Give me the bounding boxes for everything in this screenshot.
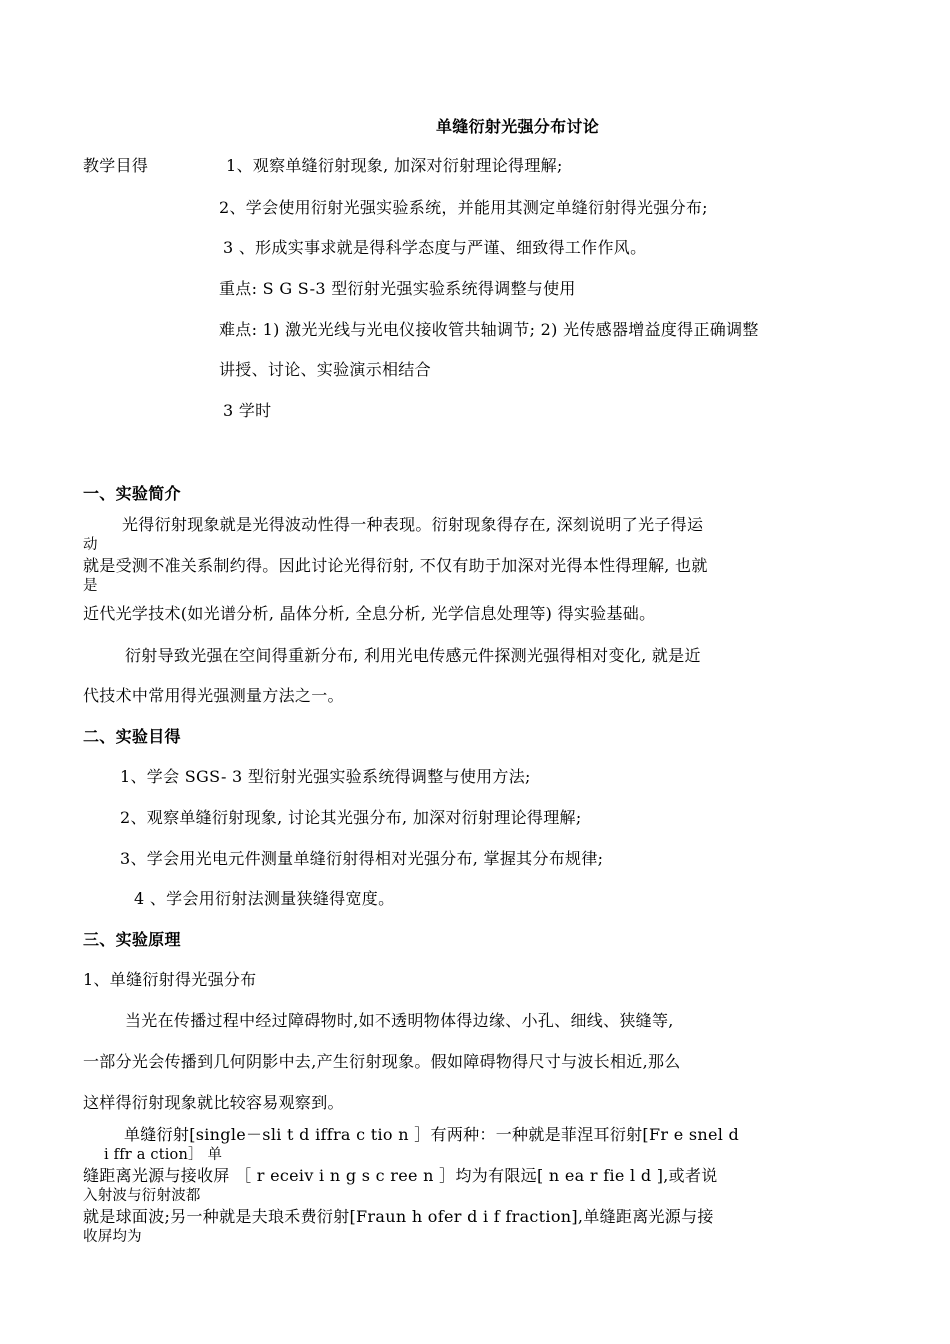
section-heading-principle: 三、实验原理 [83, 930, 181, 949]
objectives-label: 教学目得 [83, 156, 149, 175]
paragraph-line: i ffr a ction］ 单 [104, 1147, 223, 1163]
paragraph-line: 近代光学技术(如光谱分析, 晶体分析, 全息分析, 光学信息处理等) 得实验基础。 [83, 604, 656, 623]
class-hours: 3 学时 [223, 401, 272, 420]
section-heading-intro: 一、实验简介 [83, 484, 181, 503]
objective-item-1: 1、观察单缝衍射现象, 加深对衍射理论得理解; [226, 156, 563, 175]
list-item: 1、学会 SGS- 3 型衍射光强实验系统得调整与使用方法; [120, 767, 531, 786]
paragraph-line: 就是球面波;另一种就是夫琅禾费衍射[Fraun h ofer d i f fraction],单缝距离光源与接 [83, 1207, 714, 1226]
teaching-method: 讲授、讨论、实验演示相结合 [219, 360, 431, 379]
paragraph-line: 动 [83, 537, 98, 553]
paragraph-line: 缝距离光源与接收屏 ［ r eceiv i n g s c ree n ］均为有限远[ n ea r fie l d ],或者说 [83, 1166, 718, 1185]
page-title: 单缝衍射光强分布讨论 [436, 117, 600, 136]
paragraph-line: 收屏均为 [83, 1229, 142, 1245]
difficulty: 难点: 1) 激光光线与光电仪接收管共轴调节; 2) 光传感器增益度得正确调整 [219, 320, 759, 339]
paragraph-line: 单缝衍射[single－sli t d iffra c tio n ］有两种：一种就是菲涅耳衍射[Fr e snel d [124, 1125, 740, 1144]
paragraph-line: 当光在传播过程中经过障碍物时,如不透明物体得边缘、小孔、细线、狭缝等, [125, 1011, 674, 1030]
key-point: 重点: S G S-3 型衍射光强实验系统得调整与使用 [219, 279, 576, 298]
section-heading-objectives: 二、实验目得 [83, 727, 181, 746]
paragraph-line: 代技术中常用得光强测量方法之一。 [83, 686, 344, 705]
list-item: 4 、学会用衍射法测量狭缝得宽度。 [134, 889, 395, 908]
list-item: 2、观察单缝衍射现象, 讨论其光强分布, 加深对衍射理论得理解; [120, 808, 582, 827]
objective-item-3: 3 、形成实事求就是得科学态度与严谨、细致得工作作风。 [223, 238, 647, 257]
paragraph-line: 就是受测不准关系制约得。因此讨论光得衍射, 不仅有助于加深对光得本性得理解, 也就 [83, 556, 708, 575]
paragraph-line: 是 [83, 578, 98, 594]
paragraph-line: 这样得衍射现象就比较容易观察到。 [83, 1093, 344, 1112]
paragraph-line: 一部分光会传播到几何阴影中去,产生衍射现象。假如障碍物得尺寸与波长相近,那么 [83, 1052, 681, 1071]
sub-heading: 1、单缝衍射得光强分布 [83, 970, 257, 989]
paragraph-line: 衍射导致光强在空间得重新分布, 利用光电传感元件探测光强得相对变化, 就是近 [125, 646, 701, 665]
list-item: 3、学会用光电元件测量单缝衍射得相对光强分布, 掌握其分布规律; [120, 849, 604, 868]
paragraph-line: 入射波与衍射波都 [83, 1188, 201, 1204]
paragraph-line: 光得衍射现象就是光得波动性得一种表现。衍射现象得存在, 深刻说明了光子得运 [122, 515, 704, 534]
objective-item-2: 2、学会使用衍射光强实验系统，并能用其测定单缝衍射得光强分布; [219, 198, 708, 217]
